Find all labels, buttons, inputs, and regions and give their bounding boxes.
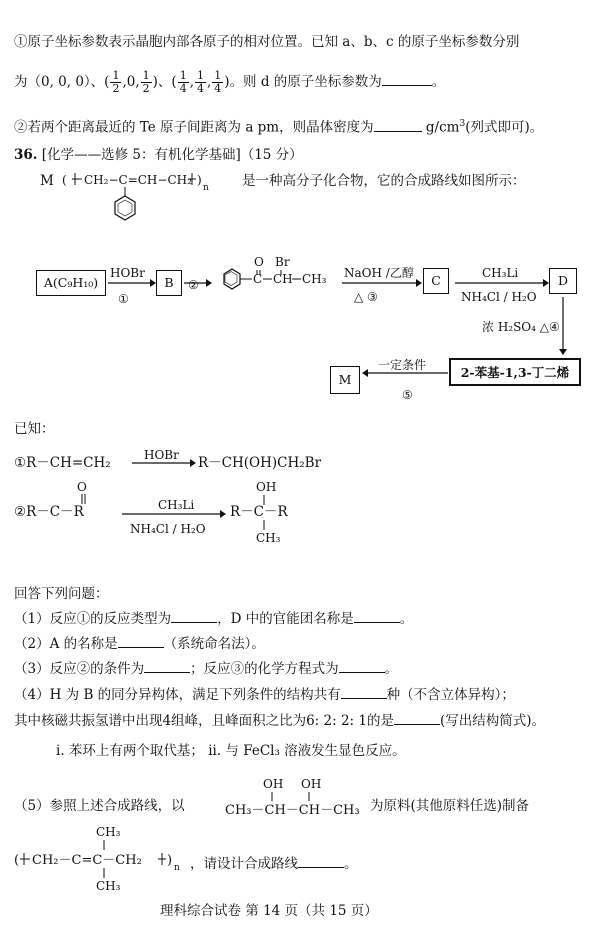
target-polymer-structure — [14, 822, 194, 892]
svg-text:CH₃－CH－CH－CH₃: CH₃－CH－CH－CH₃ — [225, 803, 360, 818]
svg-text:(: ( — [62, 173, 67, 187]
question-4-line2: 其中核磁共振氢谱中出现4组峰，且峰面积之比为6: 2: 2: 1的是 (写出结构简式)。 — [14, 713, 546, 729]
fraction-quarter-3: $\frac{1}{4}$ — [214, 69, 222, 95]
question-5: （5）参照上述合成路线，以 — [14, 798, 185, 814]
m-description: 是一种高分子化合物，它的合成路线如图所示： — [242, 173, 526, 189]
fraction-quarter-1: $\frac{1}{4}$ — [179, 69, 187, 95]
reagent-naoh: NaOH /乙醇 — [344, 266, 414, 280]
answer-blank[interactable] — [354, 610, 400, 623]
known2-ketone-structure — [14, 478, 134, 528]
box-m: M — [330, 366, 360, 394]
answer-blank[interactable] — [118, 635, 164, 648]
known2-reagent-bottom: NH₄Cl / H₂O — [130, 522, 206, 536]
answer-blank[interactable] — [171, 610, 217, 623]
svg-text:(: ( — [14, 853, 20, 868]
fraction-quarter-2: $\frac{1}{4}$ — [196, 69, 204, 95]
reaction-3-num: △ ③ — [354, 290, 378, 304]
question-2: （2）A 的名称是 （系统命名法）。 — [14, 636, 265, 652]
q35-line2-suffix: 。则 d 的原子坐标参数为 — [229, 74, 382, 90]
known2-reagent-top: CH₃Li — [158, 498, 195, 512]
svg-text:CH₃: CH₃ — [256, 531, 281, 545]
answer-blank[interactable] — [144, 660, 190, 673]
box-a: A(C₉H₁₀) — [36, 270, 106, 296]
known1-left: ①R－CH=CH₂ — [14, 455, 111, 471]
svg-text:CH₃: CH₃ — [302, 272, 327, 286]
svg-text:OH: OH — [256, 480, 277, 494]
q35-line2-prefix: 为（0, 0, 0）、( — [14, 74, 110, 90]
known1-reagent: HOBr — [144, 448, 179, 462]
svg-text:R－C－R: R－C－R — [230, 504, 288, 520]
svg-text:CH: CH — [273, 272, 293, 286]
box-c: C — [423, 268, 449, 294]
reaction-6-num: ⑤ — [402, 388, 413, 402]
svg-text:): ) — [167, 853, 173, 868]
answer-blank[interactable] — [298, 855, 344, 868]
question-5b: 为原料(其他原料任选)制备 — [370, 798, 530, 814]
answer-blank[interactable] — [394, 712, 440, 725]
known-title: 已知： — [14, 421, 55, 437]
bromoketone-structure — [212, 252, 352, 297]
question-4: （4）H 为 B 的同分异构体，满足下列条件的结构共有 种（不含立体异构）； — [14, 687, 515, 703]
reaction-1-num: ① — [118, 292, 129, 306]
answer-blank[interactable] — [382, 73, 432, 86]
q35-line1: ①原子坐标参数表示晶胞内部各原子的相对位置。已知 a、b、c 的原子坐标参数分别 — [14, 34, 520, 50]
m-label: M — [40, 173, 54, 189]
arrow-known1 — [130, 455, 196, 471]
svg-text:CH₃: CH₃ — [96, 879, 121, 893]
svg-text:②R－C－R: ②R－C－R — [14, 504, 84, 520]
svg-text:Br: Br — [275, 255, 290, 269]
svg-text:n: n — [203, 183, 209, 193]
reagent-hobr: HOBr — [110, 266, 145, 280]
reagent-h2so4: 浓 H₂SO₄ △④ — [482, 320, 560, 334]
box-b: B — [156, 270, 182, 296]
fraction-half-2: $\frac{1}{2}$ — [142, 69, 150, 95]
svg-text:OH: OH — [263, 777, 284, 791]
svg-text:): ) — [197, 173, 202, 187]
box-d: D — [549, 268, 577, 294]
svg-text:C: C — [253, 272, 263, 286]
reagent-nh4cl: NH₄Cl / H₂O — [461, 290, 537, 304]
svg-text:OH: OH — [301, 777, 322, 791]
question-5c: ，请设计合成路线 。 — [190, 856, 358, 872]
question-1: （1）反应①的反应类型为 ，D 中的官能团名称是 。 — [14, 611, 414, 627]
q36-header: 36. [化学——选修 5：有机化学基础]（15 分） — [14, 147, 303, 163]
svg-text:CH₃: CH₃ — [96, 825, 121, 839]
question-4-conditions: i. 苯环上有两个取代基； ii. 与 FeCl₃ 溶液发生显色反应。 — [56, 743, 406, 759]
question-3: （3）反应②的条件为 ；反应③的化学方程式为 。 — [14, 661, 399, 677]
page-footer: 理科综合试卷 第 14 页（共 15 页） — [160, 903, 378, 919]
q35-line2: 为（0, 0, 0）、( $\frac{1}{2}$ ,0, $\frac{1}{2}$ )、( $\frac{1}{4}$ , $\frac{1}{4}$ , $\frac{1}{4}$ )。则 d 的原子坐标参数为 。 — [14, 69, 446, 95]
reagent-ch3li: CH₃Li — [482, 266, 519, 280]
fraction-half-1: $\frac{1}{2}$ — [112, 69, 120, 95]
answer-blank[interactable] — [341, 686, 387, 699]
svg-text:O: O — [77, 480, 87, 494]
box-phenylbutadiene: 2-苯基-1,3-丁二烯 — [449, 358, 581, 386]
svg-text:CH₂−C=CH−CH₂: CH₂−C=CH−CH₂ — [84, 173, 192, 187]
known2-alcohol-structure — [230, 478, 310, 546]
reagent-condition: 一定条件 — [378, 358, 427, 372]
butanediol-structure — [225, 776, 375, 820]
answer-title: 回答下列问题： — [14, 586, 109, 602]
polymer-m-structure — [62, 168, 252, 228]
q35-line3: ②若两个距离最近的 Te 原子间距离为 a pm，则晶体密度为 $g/cm^3$(列式即可)。 — [14, 119, 544, 136]
known1-right: R－CH(OH)CH₂Br — [198, 455, 322, 471]
reaction-2-num: ② — [188, 278, 199, 292]
answer-blank[interactable] — [374, 119, 422, 132]
answer-blank[interactable] — [339, 660, 385, 673]
svg-text:O: O — [254, 255, 264, 269]
svg-text:CH₂－C=C－CH₂: CH₂－C=C－CH₂ — [32, 853, 142, 868]
svg-text:n: n — [174, 863, 180, 873]
